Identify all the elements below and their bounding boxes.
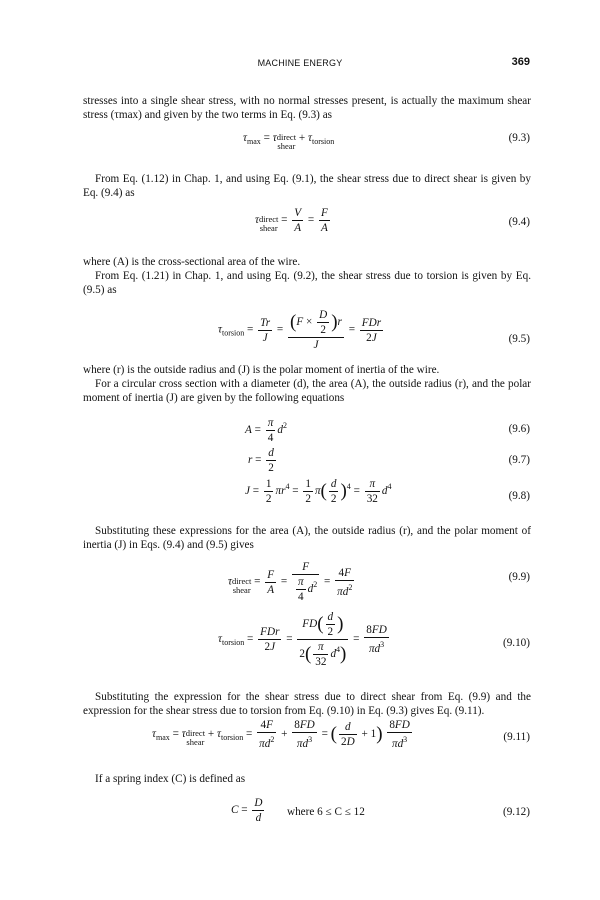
equation-9-3: $\tau_{max}$ = τdirect shear + $\tau_{torsion}$ — [243, 132, 335, 151]
equation-number: (9.11) — [503, 731, 530, 743]
equation-number: (9.8) — [508, 490, 530, 502]
page-number: 369 — [511, 56, 530, 68]
equation-number: (9.10) — [502, 637, 530, 649]
equation-9-10: $\tau_{torsion}$ = $\frac{\text{FDr}}{2J}$ = FD( $\frac{d}{2}$ ) 2( $\frac{\pi}{32}$ $d^4$) = $\frac{8FD}{\pi d^3}$ — [218, 611, 387, 668]
equation-number: (9.6) — [508, 423, 530, 435]
equation-9-9: τdirect shear = $\frac{F}{A}$ = F $\frac{\pi}{4}$ $d^2$ = $\frac{4F}{\pi d^2}$ — [228, 561, 353, 603]
equation-9-12-condition: where 6 ≤ C ≤ 12 — [287, 806, 365, 818]
equation-number: (9.4) — [508, 216, 530, 228]
paragraph-3b: From Eq. (1.21) in Chap. 1, and using Eq. (9.2), the shear stress due to torsion is given by Eq. (9.5) as — [83, 270, 531, 297]
equation-number: (9.12) — [502, 806, 530, 818]
equation-9-5: $\tau_{torsion}$ = $\frac{Tr}{J}$ = (F × $\frac{D}{2}$ )r J = $\frac{\text{FDr}}{2J}$ — [218, 309, 382, 351]
paragraph-3a: where (A) is the cross-sectional area of the wire. — [83, 256, 301, 268]
paragraph-4b: For a circular cross section with a diameter (d), the area (A), the outside radius (r), and the polar moment of inertia (J) are given by the following equations — [83, 378, 531, 405]
paragraph-2: From Eq. (1.12) in Chap. 1, and using Eq. (9.1), the shear stress due to direct shear is given by Eq. (9.4) as — [83, 173, 531, 200]
equation-9-8: J = $\frac{1}{2}$ $\pi r^4$ = $\frac{1}{2}$ π( $\frac{d}{2}$ )$^4$ = $\frac{\pi}{32}$ $d^4$ — [245, 478, 392, 505]
running-header: MACHINE ENERGY — [257, 58, 343, 68]
equation-number: (9.5) — [508, 333, 530, 345]
equation-number: (9.7) — [508, 454, 530, 466]
equation-9-11: $\tau_{max}$ = τdirect shear + $\tau_{torsion}$ = $\frac{4F}{\pi d^2}$ + $\frac{8FD}{\pi d^3}$ = ( $\frac{d}{2D}$ + 1) $\frac{8FD}{\pi d^3}$ — [152, 719, 410, 750]
paragraph-6: Substituting the expression for the shear stress due to direct shear from Eq. (9.9) and the expression for the shear stress due to torsion from Eq. (9.10) in Eq. (9.3) gives Eq. (9.11). — [83, 691, 531, 718]
paragraph-4a: where (r) is the outside radius and (J) is the polar moment of inertia of the wire. — [83, 364, 440, 376]
equation-9-7: r = $\frac{d}{2}$ — [248, 447, 274, 474]
equation-number: (9.9) — [508, 571, 530, 583]
paragraph-7: If a spring index (C) is defined as — [95, 773, 246, 785]
equation-9-6: A = $\frac{\pi}{4}$ $d^2$ — [245, 417, 287, 444]
equation-number: (9.3) — [508, 132, 530, 144]
paragraph-5: Substituting these expressions for the area (A), the outside radius (r), and the polar moment of inertia (J) in Eqs. (9.4) and (9.5) gives — [83, 525, 531, 552]
equation-9-4: τdirect shear = $\frac{V}{A}$ = $\frac{F}{A}$ — [255, 207, 328, 234]
paragraph-1: stresses into a single shear stress, with no normal stresses present, is actually the maximum shear stress (τmax) and given by the two terms in Eq. (9.3) as — [83, 95, 531, 122]
equation-9-12: C = $\frac{D}{d}$ — [231, 797, 263, 824]
